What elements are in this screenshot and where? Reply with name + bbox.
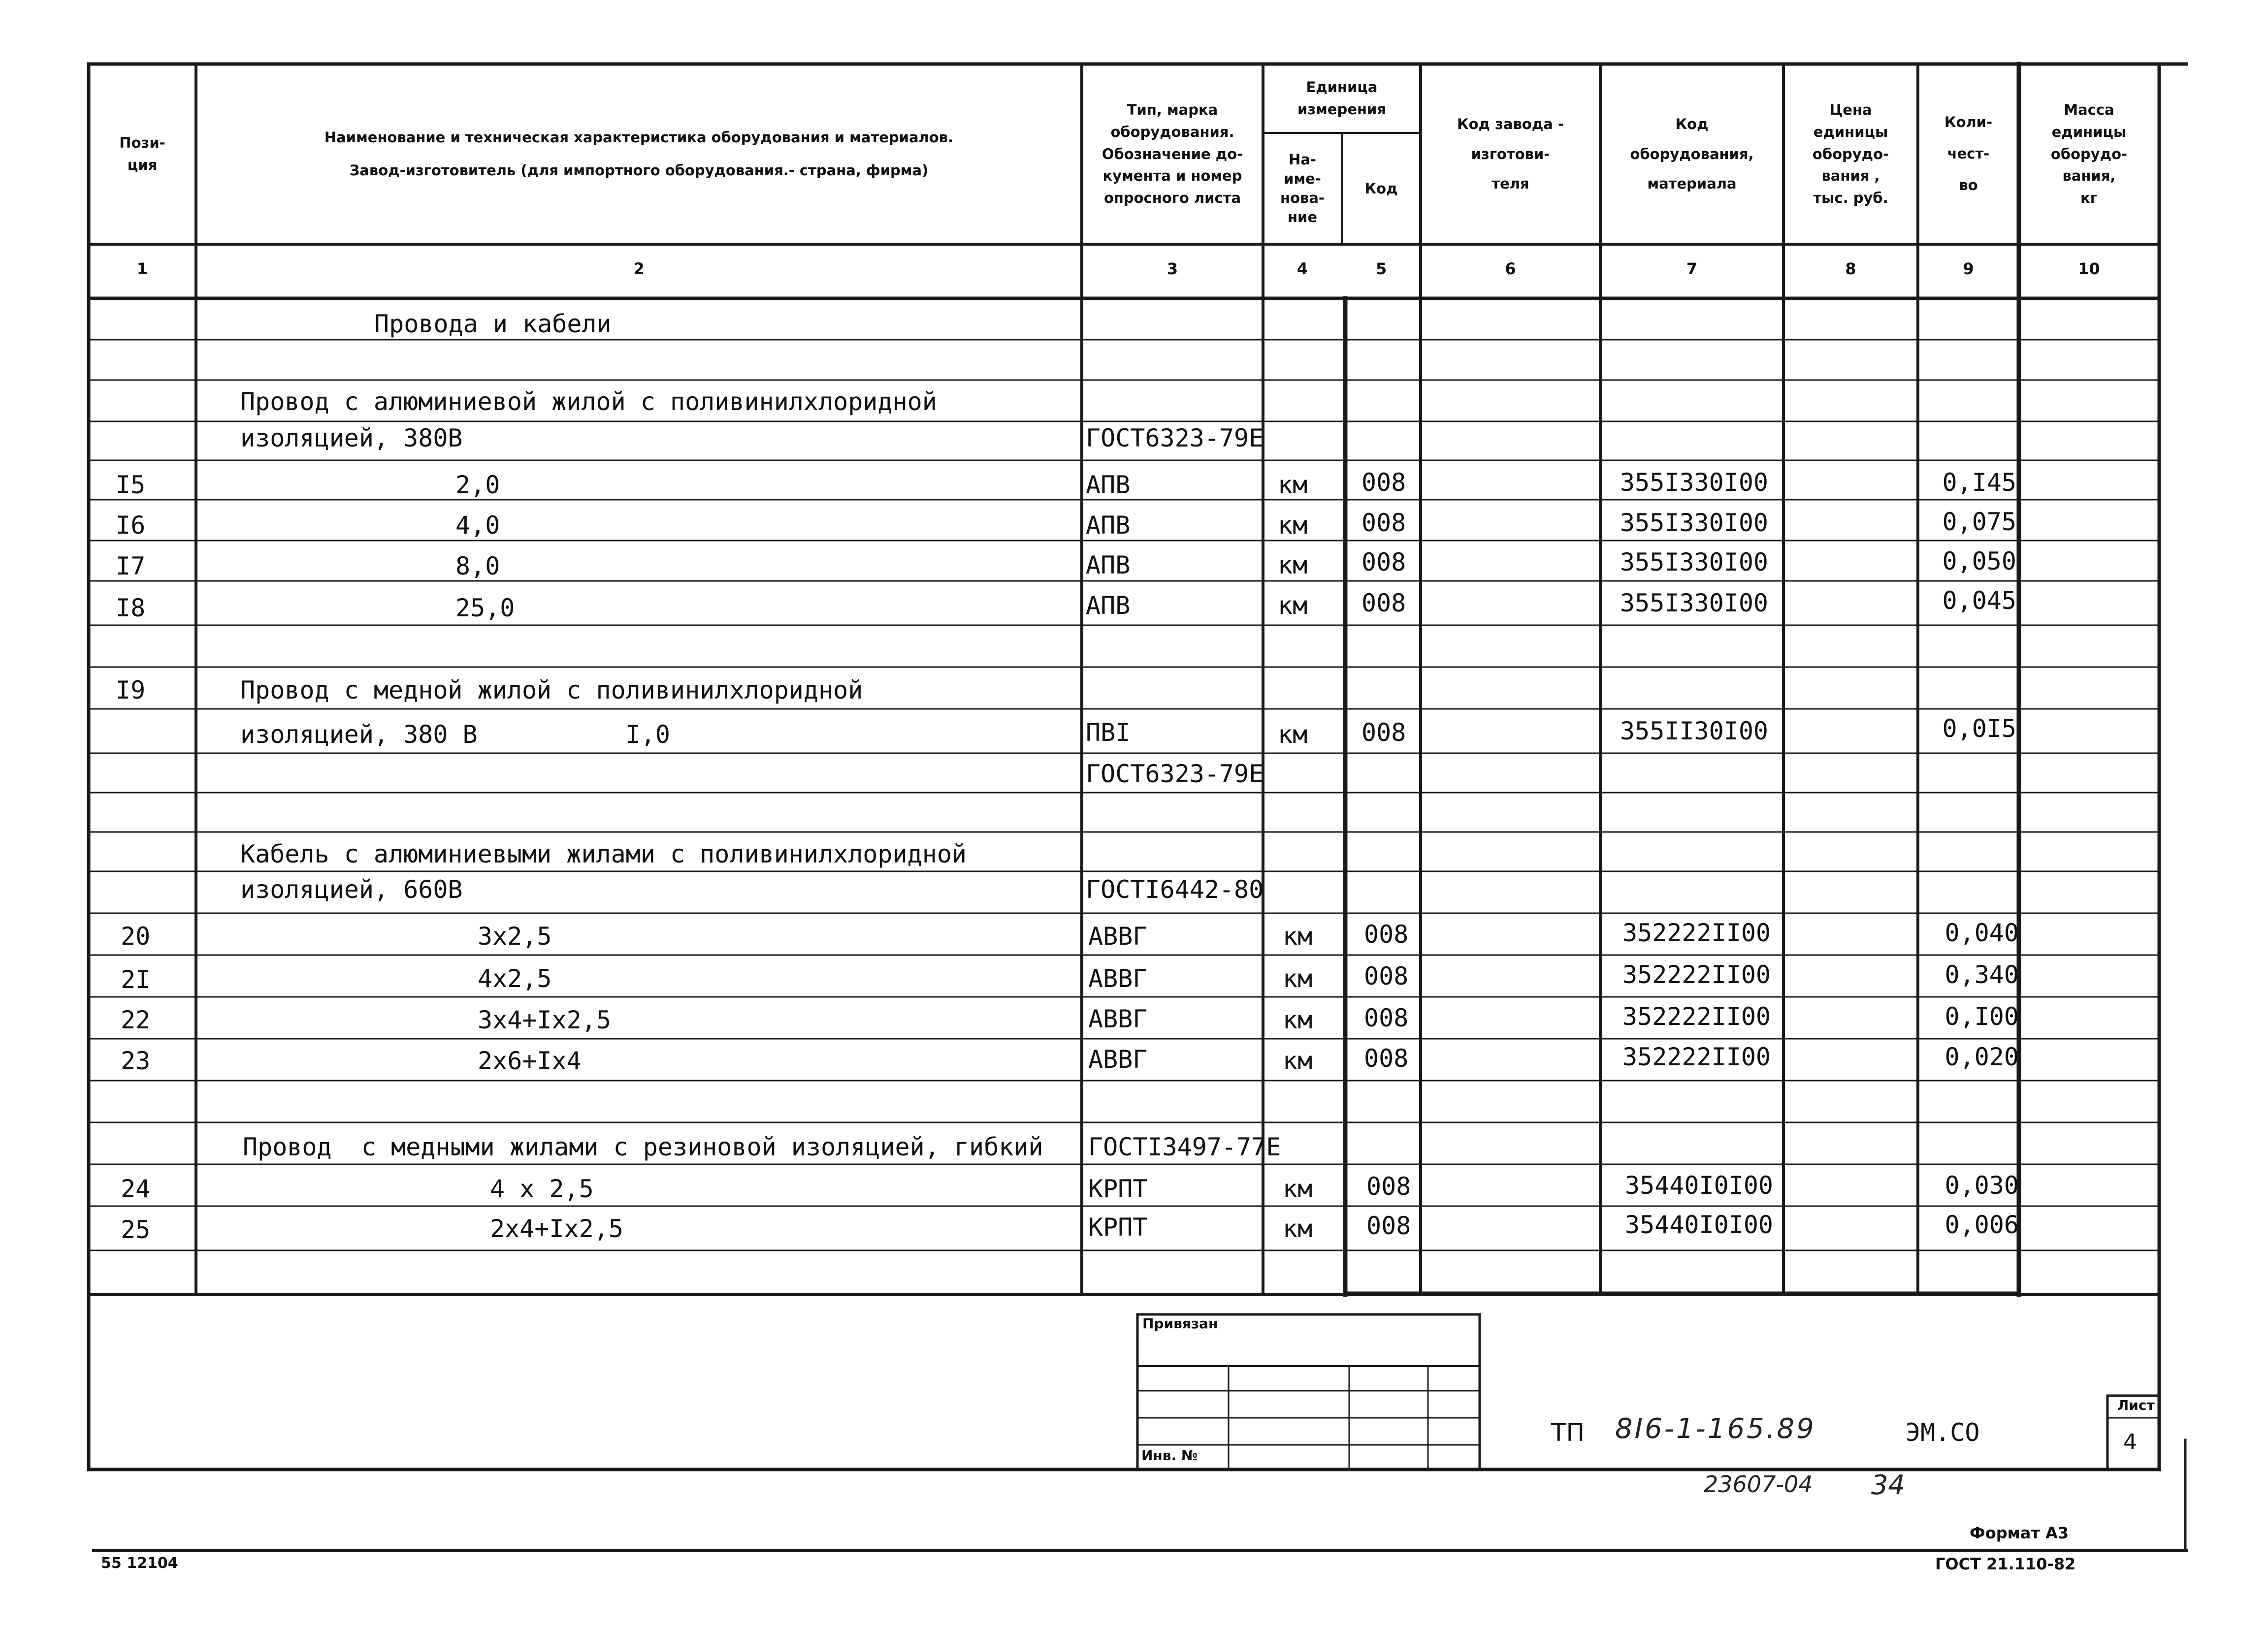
row-unit: км — [1283, 1047, 1313, 1075]
row-name: Провод с алюминиевой жилой с поливинилхлоридной — [240, 387, 937, 416]
row-name: 4 х 2,5 — [490, 1175, 594, 1203]
row-name: 3х2,5 — [478, 922, 552, 951]
row-equip-code: 35440I0I00 — [1625, 1171, 1774, 1200]
row-name: Провод с медными жилами с резиновой изоляцией, гибкий — [243, 1133, 1043, 1161]
row-position: I8 — [116, 594, 146, 622]
column-number: 7 — [1686, 259, 1698, 278]
gost-label: ГОСТ 21.110-82 — [1935, 1555, 2076, 1573]
row-name: изоляцией, 380 В I,0 — [240, 720, 670, 749]
row-qty: 0,I00 — [1944, 1002, 2019, 1031]
stamp-inv-label: Инв. № — [1141, 1447, 1198, 1464]
row-equip-code: 352222II00 — [1622, 960, 1771, 989]
row-equip-code: 355I330I00 — [1620, 509, 1769, 537]
row-position: 2I — [121, 965, 151, 994]
row-position: I5 — [116, 471, 146, 499]
header-text: Масса — [2064, 101, 2114, 118]
header-text: нова- — [1280, 190, 1325, 206]
header-text: единицы — [1813, 123, 1888, 140]
row-name: 8,0 — [455, 552, 500, 580]
doc-suffix: ЭМ.СО — [1906, 1418, 1980, 1447]
header-text: материала — [1647, 175, 1737, 192]
column-number: 10 — [2078, 259, 2100, 278]
row-qty: 0,340 — [1944, 960, 2019, 989]
header-text: опросного листа — [1103, 190, 1241, 207]
column-number: 5 — [1375, 259, 1387, 278]
row-type: АВВГ — [1088, 1045, 1148, 1074]
header-maker-code — [1421, 64, 1600, 244]
column-number: 1 — [136, 259, 148, 278]
row-code: 008 — [1364, 962, 1409, 990]
row-qty: 0,I45 — [1942, 468, 2016, 497]
row-code: 008 — [1366, 1212, 1411, 1240]
header-unit-name — [1263, 133, 1342, 244]
row-type: ГОСТ6323-79Е — [1086, 760, 1264, 788]
row-position: 20 — [121, 922, 151, 951]
row-name: 3х4+Iх2,5 — [478, 1006, 611, 1034]
row-unit: км — [1278, 720, 1308, 749]
row-code: 008 — [1361, 718, 1406, 747]
row-unit: км — [1278, 511, 1308, 540]
stamp-bound-label: Привязан — [1142, 1315, 1218, 1332]
row-equip-code: 355I330I00 — [1620, 548, 1769, 576]
header-text: оборудования, — [1630, 145, 1754, 162]
header-text: Пози- — [119, 134, 165, 152]
row-type: АПВ — [1086, 471, 1131, 499]
form-code-label: 55 12104 — [101, 1555, 178, 1572]
column-number: 4 — [1296, 259, 1308, 278]
row-type: АВВГ — [1088, 922, 1148, 951]
doc-number: 8І6-1-165.89 — [1615, 1413, 1816, 1445]
header-equip-code — [1600, 64, 1783, 244]
header-unit-group — [1263, 64, 1421, 133]
row-position: I9 — [116, 676, 146, 704]
row-code: 008 — [1361, 548, 1406, 576]
row-code: 008 — [1364, 920, 1409, 949]
header-text: теля — [1491, 175, 1529, 192]
row-code: 008 — [1361, 509, 1406, 537]
row-name: изоляцией, 380В — [240, 424, 463, 452]
header-text: вания, — [2062, 167, 2116, 185]
row-type: КРПТ — [1088, 1213, 1148, 1242]
row-name: изоляцией, 660В — [240, 875, 463, 904]
header-text: ние — [1287, 209, 1318, 226]
row-equip-code: 352222II00 — [1622, 1043, 1771, 1071]
row-qty: 0,0I5 — [1942, 714, 2016, 743]
row-type: АПВ — [1086, 591, 1131, 620]
header-text: кумента и номер — [1102, 167, 1242, 185]
header-name — [196, 64, 1082, 244]
header-text: единицы — [2051, 123, 2127, 140]
row-equip-code: 35440I0I00 — [1625, 1211, 1774, 1239]
header-text: Цена — [1829, 101, 1872, 118]
sheet-label: Лист — [2117, 1397, 2155, 1413]
row-name: 2х6+Iх4 — [478, 1047, 582, 1075]
row-type: АПВ — [1086, 551, 1131, 579]
header-text: Наименование и техническая характеристика оборудования и материалов. — [324, 129, 954, 146]
header-text: измерения — [1297, 101, 1386, 118]
header-text: кг — [2080, 190, 2098, 207]
row-type: ГОСТI6442-80 — [1086, 875, 1264, 904]
row-type: АПВ — [1086, 511, 1131, 540]
row-unit: км — [1278, 591, 1308, 620]
header-text: вания , — [1821, 167, 1880, 185]
handwritten-page-number: 34 — [1871, 1469, 1905, 1500]
row-name: 4,0 — [455, 511, 500, 540]
row-name: 25,0 — [455, 594, 515, 622]
row-unit: км — [1283, 1214, 1313, 1243]
header-text: изготови- — [1471, 145, 1550, 162]
row-qty: 0,050 — [1942, 547, 2016, 575]
header-text: Тип, марка — [1127, 101, 1218, 118]
row-unit: км — [1278, 551, 1308, 579]
row-type: АВВГ — [1088, 1005, 1148, 1033]
header-text: оборудо- — [1812, 145, 1889, 162]
header-price — [1783, 64, 1918, 244]
row-unit: км — [1283, 1006, 1313, 1034]
row-code: 008 — [1366, 1172, 1411, 1201]
header-text: Коли- — [1944, 114, 1993, 131]
row-name: Провод с медной жилой с поливинилхлоридной — [240, 676, 863, 704]
format-label: Формат А3 — [1970, 1524, 2069, 1542]
row-position: 22 — [121, 1006, 151, 1034]
row-code: 008 — [1361, 468, 1406, 497]
header-text: чест- — [1947, 145, 1990, 162]
header-text: Завод-изготовитель (для импортного оборудования.- страна, фирма) — [349, 162, 929, 179]
header-text: Единица — [1306, 79, 1378, 96]
row-unit: км — [1278, 471, 1308, 499]
header-type — [1082, 64, 1263, 244]
header-text: тыс. руб. — [1813, 190, 1888, 207]
row-name: 2,0 — [455, 471, 500, 499]
row-equip-code: 355II30I00 — [1620, 717, 1769, 745]
header-mass — [2019, 64, 2159, 244]
row-position: 23 — [121, 1047, 151, 1075]
header-unit-code — [1342, 133, 1421, 244]
row-equip-code: 352222II00 — [1622, 919, 1771, 947]
row-qty: 0,040 — [1944, 919, 2019, 947]
doc-prefix: ТП — [1551, 1418, 1585, 1447]
header-qty — [1918, 64, 2019, 244]
header-text: Код — [1364, 180, 1398, 197]
column-number: 9 — [1963, 259, 1974, 278]
header-position — [89, 64, 196, 244]
row-qty: 0,030 — [1944, 1171, 2019, 1200]
row-qty: 0,006 — [1944, 1211, 2019, 1239]
column-number: 8 — [1845, 259, 1856, 278]
row-position: I7 — [116, 552, 146, 580]
row-name: 4х2,5 — [478, 964, 552, 993]
row-type: ГОСТ6323-79Е — [1086, 424, 1264, 452]
header-text: име- — [1284, 170, 1321, 187]
header-text: На- — [1289, 151, 1316, 168]
header-text: Обозначение до- — [1102, 145, 1243, 162]
row-unit: км — [1283, 964, 1313, 993]
row-type: ГОСТI3497-77Е — [1088, 1133, 1281, 1161]
row-name: Провода и кабели — [374, 310, 612, 338]
row-type: КРПТ — [1088, 1175, 1148, 1203]
row-unit: км — [1283, 922, 1313, 951]
row-qty: 0,045 — [1942, 586, 2016, 615]
header-text: Код — [1675, 115, 1709, 132]
row-equip-code: 355I330I00 — [1620, 468, 1769, 497]
column-number: 2 — [633, 259, 645, 278]
header-text: ция — [127, 157, 158, 173]
row-code: 008 — [1364, 1004, 1409, 1032]
header-text: оборудо- — [2050, 145, 2128, 162]
handwritten-archive-number: 23607-04 — [1704, 1471, 1813, 1498]
sheet-number: 4 — [2123, 1430, 2137, 1455]
header-text: оборудования. — [1110, 123, 1234, 140]
row-code: 008 — [1364, 1044, 1409, 1073]
row-equip-code: 355I330I00 — [1620, 589, 1769, 617]
header-text: во — [1959, 176, 1978, 193]
row-position: I6 — [116, 511, 146, 540]
column-number: 3 — [1166, 259, 1178, 278]
row-code: 008 — [1361, 589, 1406, 617]
header-text: Код завода - — [1457, 115, 1564, 132]
row-name: Кабель с алюминиевыми жилами с поливинилхлоридной — [240, 840, 967, 868]
row-position: 25 — [121, 1215, 151, 1244]
row-qty: 0,020 — [1944, 1043, 2019, 1071]
row-unit: км — [1283, 1175, 1313, 1203]
row-type: ПВI — [1086, 718, 1131, 747]
column-number: 6 — [1505, 259, 1516, 278]
row-position: 24 — [121, 1175, 151, 1203]
row-type: АВВГ — [1088, 964, 1148, 993]
row-name: 2х4+Iх2,5 — [490, 1214, 623, 1243]
row-equip-code: 352222II00 — [1622, 1002, 1771, 1031]
row-qty: 0,075 — [1942, 508, 2016, 536]
